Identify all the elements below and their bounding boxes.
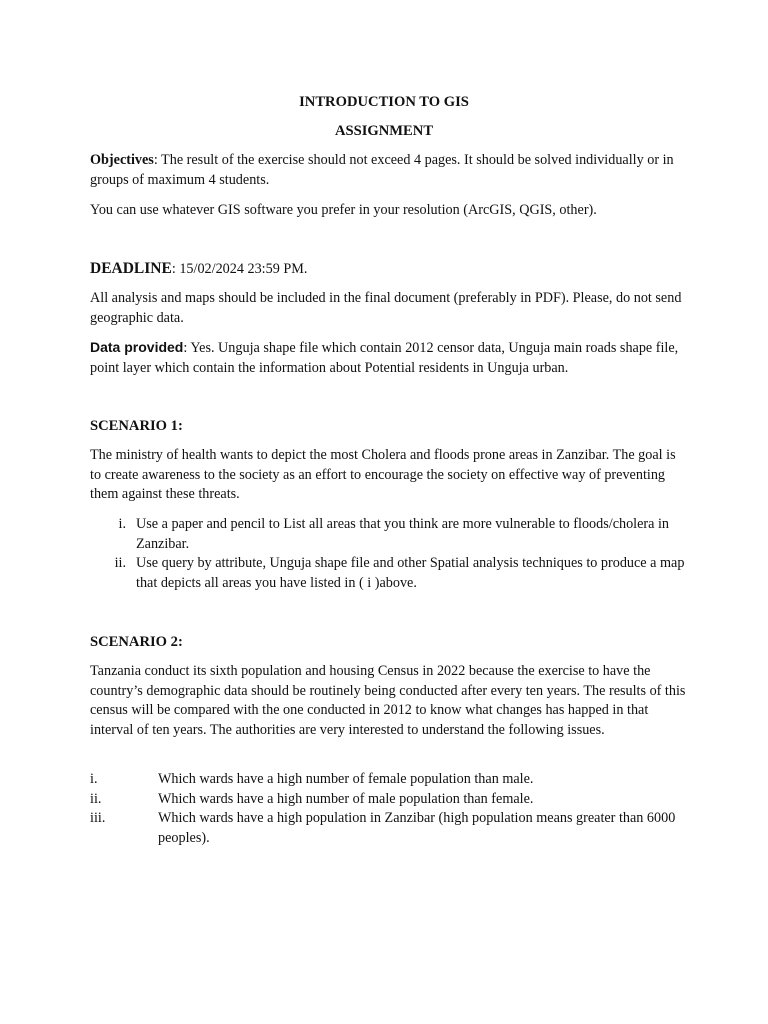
data-provided-label: Data provided	[90, 339, 184, 355]
deadline-paragraph	[90, 259, 690, 280]
list-item	[90, 770, 698, 790]
analysis-note: All analysis and maps should be included in the final document (preferably in PDF). Please, do not send geographic data.	[90, 290, 682, 326]
scenario2-text: Tanzania conduct its sixth population and housing Census in 2022 because the exercise to have the country’s demographic data should be routinely being conducted after every ten years. The results of this census will be compared with the one conducted in 2012 to know what changes has happed in that interval of ten years. The authorities are very interested to understand the following issues.	[90, 663, 686, 738]
scenario1-text: The ministry of health wants to depict the most Cholera and floods prone areas in Zanzibar. The goal is to create awareness to the society as an effort to encourage the society on effective way of preventing them against these threats.	[90, 447, 676, 502]
deadline-label: DEADLINE	[90, 260, 172, 277]
list-item	[114, 554, 696, 593]
scenario2-list	[90, 770, 698, 848]
data-provided-text: : Yes. Unguja shape file which contain 2012 censor data, Unguja main roads shape file, point layer which contain the information about Potential residents in Unguja urban.	[90, 340, 679, 376]
software-note: You can use whatever GIS software you prefer in your resolution (ArcGIS, QGIS, other).	[90, 202, 597, 218]
list-item	[90, 790, 698, 810]
objectives-label: Objectives	[90, 152, 154, 168]
list-item-number: i.	[118, 516, 126, 532]
objectives-text: : The result of the exercise should not exceed 4 pages. It should be solved individually or in groups of maximum 4 students.	[90, 152, 674, 188]
data-provided-paragraph	[90, 338, 690, 378]
deadline-text: : 15/02/2024 23:59 PM.	[171, 261, 308, 277]
document-title: INTRODUCTION TO GIS	[299, 94, 469, 110]
list-item-text: Use query by attribute, Unguja shape file and other Spatial analysis techniques to produce a map that depicts all areas you have listed in ( i )above.	[136, 555, 685, 591]
list-item-number: ii.	[90, 790, 102, 807]
list-item	[90, 809, 698, 848]
list-item-text: Which wards have a high number of male population than female.	[158, 790, 534, 807]
scenario2-heading: SCENARIO 2:	[90, 634, 183, 650]
objectives-paragraph	[90, 151, 690, 190]
list-item	[118, 515, 696, 554]
document-subtitle: ASSIGNMENT	[334, 123, 434, 139]
list-item-number: ii.	[114, 555, 126, 571]
list-item-text: Which wards have a high population in Zanzibar (high population means greater than 6000 peoples).	[158, 810, 676, 846]
list-item-text: Use a paper and pencil to List all areas that you think are more vulnerable to floods/cholera in Zanzibar.	[136, 516, 670, 552]
scenario1-list	[114, 515, 696, 593]
scenario1-heading: SCENARIO 1:	[90, 418, 183, 434]
list-item-number: iii.	[90, 810, 106, 826]
list-item-number: i.	[90, 771, 98, 787]
list-item-text: Which wards have a high number of female population than male.	[158, 771, 534, 787]
